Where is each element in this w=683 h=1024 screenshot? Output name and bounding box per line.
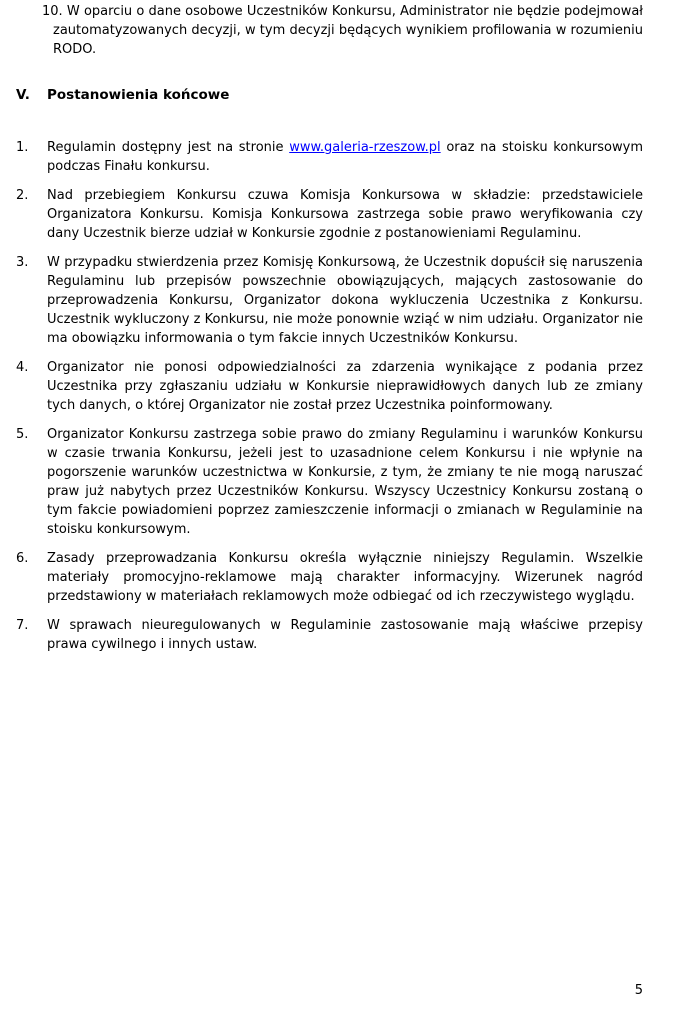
list-item [0, 425, 643, 539]
list-item-number: 3. [16, 255, 29, 270]
list-item-text: Nad przebiegiem Konkursu czuwa Komisja Konkursowa w składzie: przedstawiciele Organizatora Konkursu. Komisja Konkursowa zastrzega sobie prawo weryfikowania czy dany Uczestnik bierze udział w Konkursie zgodnie z postanowieniami Regulaminu. [47, 188, 643, 241]
list-item-text: Organizator nie ponosi odpowiedzialności za zdarzenia wynikające z podania przez Uczestnika przy zgłaszaniu udziału w Konkursie nieprawidłowych danych lub ze zmiany tych danych, o której Organizator nie został przez Uczestnika poinformowany. [47, 360, 643, 413]
list-item-text-before-link: Regulamin dostępny jest na stronie [47, 140, 290, 155]
list-item-number: 4. [16, 360, 29, 375]
list-item-text: W oparciu o dane osobowe Uczestników Konkursu, Administrator nie będzie podejmował zautomatyzowanych decyzji, w tym decyzji będących wynikiem profilowania w rozumieniu RODO. [53, 4, 643, 57]
list-item-number: 1. [16, 140, 29, 155]
list-item-number: 7. [16, 618, 29, 633]
section-heading [0, 86, 643, 105]
list-item-text: Zasady przeprowadzania Konkursu określa wyłącznie niniejszy Regulamin. Wszelkie materiały promocyjno-reklamowe mają charakter informacyjny. Wizerunek nagród przedstawiony w materiałach reklamowych może odbiegać od ich rzeczywistego wyglądu. [47, 551, 643, 604]
list-item-number: 2. [16, 188, 29, 203]
list-item-text: W sprawach nieuregulowanych w Regulaminie zastosowanie mają właściwe przepisy prawa cywilnego i innych ustaw. [47, 618, 643, 652]
list-item-number: 5. [16, 427, 29, 442]
list-item-text: Organizator Konkursu zastrzega sobie prawo do zmiany Regulaminu i warunków Konkursu w czasie trwania Konkursu, jeżeli jest to uzasadnione celem Konkursu i nie wpłynie na pogorszenie warunków uczestnictwa w Konkursie, z tym, że zmiany te nie mogą naruszać praw już nabytych przez Uczestników Konkursu. Wszyscy Uczestnicy Konkursu zostaną o tym fakcie powiadomieni poprzez zamieszczenie informacji o zmianach w Regulaminie na stoisku konkursowym. [47, 427, 643, 537]
list-item-number: 6. [16, 551, 29, 566]
list-item [0, 253, 643, 348]
galeria-rzeszow-link[interactable]: www.galeria-rzeszow.pl [289, 140, 441, 155]
list-item [0, 186, 643, 243]
list-item-text [47, 140, 643, 174]
list-item-10 [0, 2, 643, 59]
list-item-text: W przypadku stwierdzenia przez Komisję Konkursową, że Uczestnik dopuścił się naruszenia Regulaminu lub przepisów powszechnie obowiązujących, mających zastosowanie do przeprowadzenia Konkursu, Organizator dokona wykluczenia Uczestnika z Konkursu. Uczestnik wykluczony z Konkursu, nie może ponownie wziąć w nim udziału. Organizator nie ma obowiązku informowania o tym fakcie innych Uczestników Konkursu. [47, 255, 643, 346]
section-title: Postanowienia końcowe [47, 87, 230, 103]
list-item [0, 616, 643, 654]
list-item-number: 10. [42, 4, 63, 19]
list-item [0, 358, 643, 415]
list-item-text-after-link: oraz na stoisku konkursowym podczas Finału konkursu. [47, 140, 643, 174]
list-item [0, 549, 643, 606]
page-number: 5 [634, 983, 643, 998]
section-number: V. [16, 87, 30, 103]
list-item [0, 138, 643, 176]
